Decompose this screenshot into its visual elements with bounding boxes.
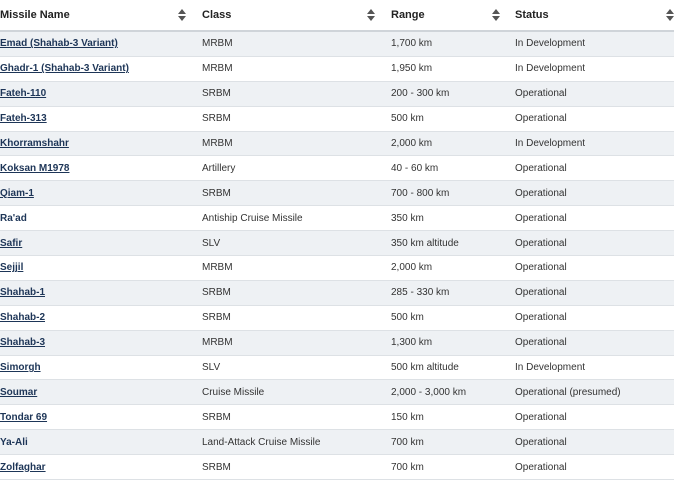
class-cell: MRBM <box>202 262 233 274</box>
table-row <box>0 32 674 57</box>
status-cell: Operational <box>515 337 567 349</box>
missile-name-cell <box>0 213 200 224</box>
column-header-label: Status <box>515 9 549 21</box>
table-row <box>0 156 674 181</box>
status-cell: Operational <box>515 411 567 423</box>
status-cell: In Development <box>515 38 586 50</box>
missile-name-link[interactable]: Koksan M1978 <box>0 162 70 174</box>
class-cell: MRBM <box>202 337 233 349</box>
class-cell: SRBM <box>202 287 231 299</box>
range-cell: 350 km altitude <box>391 237 459 249</box>
range-cell: 1,300 km <box>391 337 433 349</box>
status-cell: Operational <box>515 187 567 199</box>
class-cell: SLV <box>202 362 221 374</box>
table-row <box>0 430 674 455</box>
missile-name-text: Ra'ad <box>0 212 27 224</box>
status-cell: Operational <box>515 237 567 249</box>
missile-name-cell <box>0 88 200 99</box>
missile-name-link[interactable]: Khorramshahr <box>0 138 69 149</box>
sort-icon[interactable] <box>492 9 500 21</box>
range-cell: 500 km altitude <box>391 362 459 374</box>
status-cell: In Development <box>515 138 586 149</box>
table-row <box>0 206 674 231</box>
status-cell: Operational (presumed) <box>515 386 621 398</box>
missile-name-link[interactable]: Qiam-1 <box>0 187 34 199</box>
table-header <box>0 0 674 32</box>
range-cell: 500 km <box>391 113 424 125</box>
range-cell: 500 km <box>391 312 424 324</box>
table-row <box>0 82 674 107</box>
range-cell: 350 km <box>391 212 424 224</box>
status-cell: Operational <box>515 88 567 100</box>
class-cell: SLV <box>202 237 221 249</box>
sort-icon[interactable] <box>178 9 186 21</box>
missile-name-link[interactable]: Simorgh <box>0 362 41 374</box>
status-cell: Operational <box>515 162 567 174</box>
status-cell: Operational <box>515 287 567 299</box>
class-cell: MRBM <box>202 63 233 75</box>
class-cell: MRBM <box>202 138 233 149</box>
missile-name-cell <box>0 238 200 249</box>
missile-name-cell <box>0 138 200 149</box>
class-cell: Cruise Missile <box>202 386 265 398</box>
column-header-label: Range <box>391 9 425 21</box>
class-cell: Artillery <box>202 162 236 174</box>
column-header-label: Class <box>202 9 232 21</box>
column-header-class[interactable] <box>200 0 390 30</box>
table-row <box>0 132 674 157</box>
status-cell: Operational <box>515 436 567 448</box>
missile-name-cell <box>0 362 200 373</box>
missile-name-cell <box>0 312 200 323</box>
range-cell: 40 - 60 km <box>391 162 439 174</box>
missile-name-cell <box>0 63 200 74</box>
missile-name-link[interactable]: Fateh-110 <box>0 88 47 100</box>
missile-name-cell <box>0 113 200 124</box>
missile-name-cell <box>0 38 200 49</box>
table-row <box>0 181 674 206</box>
table-row <box>0 57 674 82</box>
range-cell: 150 km <box>391 411 424 423</box>
class-cell: SRBM <box>202 312 231 324</box>
status-cell: In Development <box>515 362 586 374</box>
range-cell: 700 km <box>391 461 424 473</box>
class-cell: MRBM <box>202 38 233 50</box>
status-cell: Operational <box>515 262 567 274</box>
column-header-range[interactable] <box>390 0 514 30</box>
sort-icon[interactable] <box>367 9 375 21</box>
missile-name-link[interactable]: Tondar 69 <box>0 411 48 423</box>
status-cell: Operational <box>515 113 567 125</box>
missile-name-link[interactable]: Zolfaghar <box>0 461 46 473</box>
range-cell: 285 - 330 km <box>391 287 450 299</box>
table-row <box>0 231 674 256</box>
missile-name-cell <box>0 163 200 174</box>
range-cell: 2,000 km <box>391 262 433 274</box>
range-cell: 200 - 300 km <box>391 88 450 100</box>
missile-name-link[interactable]: Shahab-1 <box>0 287 46 299</box>
table-row <box>0 331 674 356</box>
range-cell: 700 km <box>391 436 424 448</box>
table-body <box>0 32 674 480</box>
range-cell: 2,000 km <box>391 138 433 149</box>
status-cell: Operational <box>515 212 567 224</box>
column-header-label: Missile Name <box>0 9 70 21</box>
class-cell: SRBM <box>202 88 231 100</box>
range-cell: 2,000 - 3,000 km <box>391 386 467 398</box>
range-cell: 700 - 800 km <box>391 187 450 199</box>
column-header-missile-name[interactable] <box>0 0 200 30</box>
missile-name-text: Ya-Ali <box>0 436 28 448</box>
table-row <box>0 356 674 381</box>
missile-name-link[interactable]: Soumar <box>0 386 38 398</box>
table-row <box>0 281 674 306</box>
missile-name-cell <box>0 387 200 398</box>
table-row <box>0 380 674 405</box>
class-cell: SRBM <box>202 187 231 199</box>
missile-name-link[interactable]: Fateh-313 <box>0 113 47 125</box>
class-cell: Antiship Cruise Missile <box>202 212 303 224</box>
missile-name-cell <box>0 188 200 199</box>
missile-name-link[interactable]: Ghadr-1 (Shahab-3 Variant) <box>0 63 129 75</box>
class-cell: SRBM <box>202 461 231 473</box>
table-row <box>0 455 674 480</box>
missile-name-cell <box>0 437 200 448</box>
table-row <box>0 107 674 132</box>
class-cell: Land-Attack Cruise Missile <box>202 436 321 448</box>
status-cell: Operational <box>515 461 567 473</box>
missile-name-link[interactable]: Safir <box>0 237 23 249</box>
missile-name-link[interactable]: Sejjil <box>0 262 24 274</box>
sort-icon[interactable] <box>666 9 674 21</box>
table-row <box>0 306 674 331</box>
table-row <box>0 405 674 430</box>
missile-name-link[interactable]: Shahab-2 <box>0 312 46 324</box>
column-header-status[interactable] <box>514 0 674 30</box>
class-cell: SRBM <box>202 113 231 125</box>
range-cell: 1,950 km <box>391 63 433 75</box>
missile-name-cell <box>0 462 200 473</box>
class-cell: SRBM <box>202 411 231 423</box>
missile-name-link[interactable]: Shahab-3 <box>0 337 46 349</box>
status-cell: In Development <box>515 63 586 75</box>
status-cell: Operational <box>515 312 567 324</box>
missile-name-link[interactable]: Emad (Shahab-3 Variant) <box>0 38 118 50</box>
missile-name-cell <box>0 337 200 348</box>
table-row <box>0 256 674 281</box>
missile-name-cell <box>0 262 200 273</box>
missile-name-cell <box>0 412 200 423</box>
missile-name-cell <box>0 287 200 298</box>
range-cell: 1,700 km <box>391 38 433 50</box>
